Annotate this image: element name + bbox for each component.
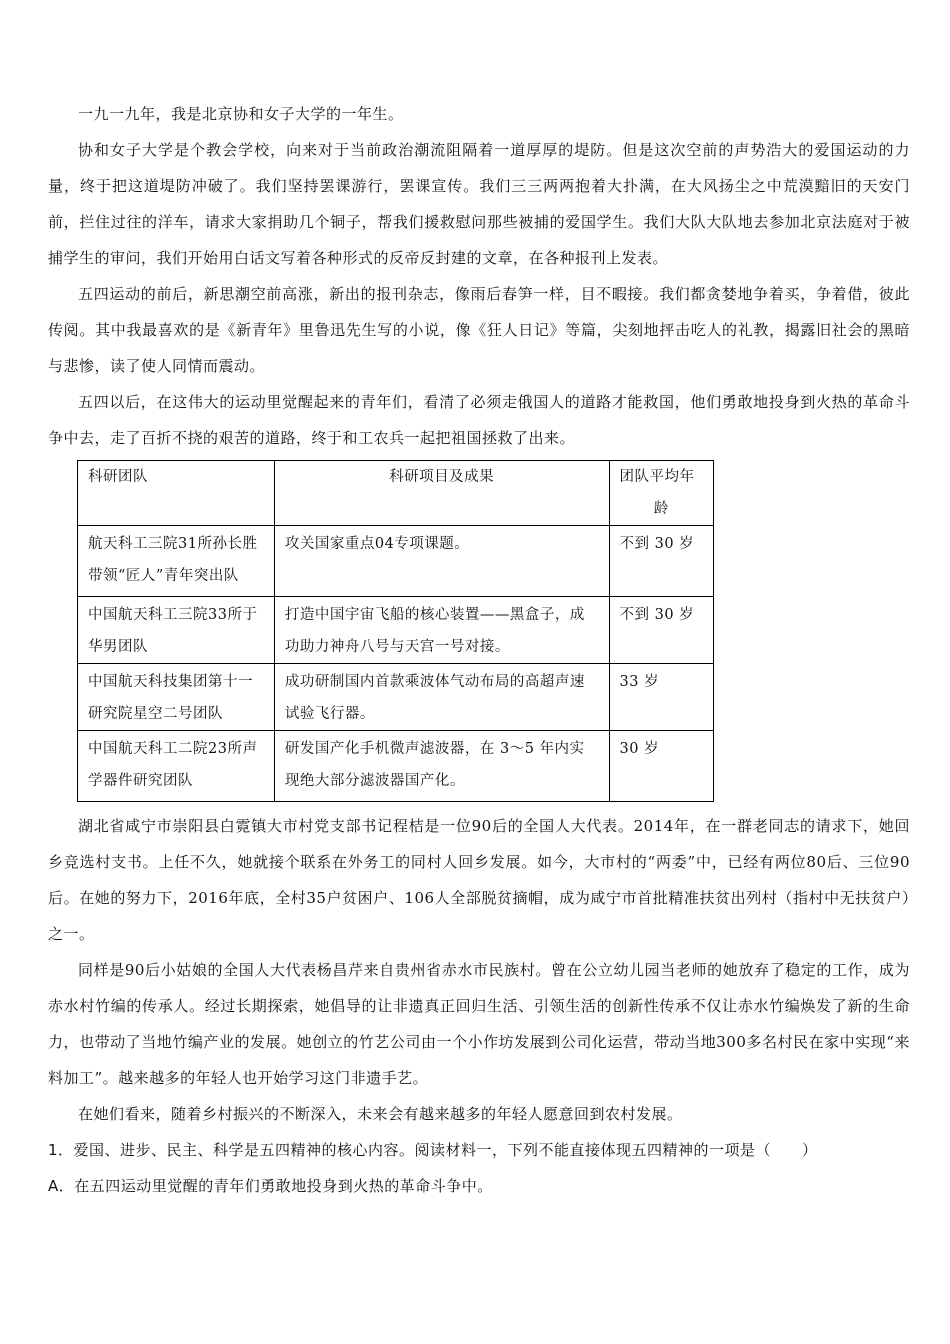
- header-age-line1: 团队平均年: [619, 469, 695, 485]
- cell-team: 中国航天科工三院33所于华男团队: [78, 597, 275, 664]
- cell-project: 攻关国家重点04专项课题。: [274, 526, 609, 597]
- cell-project: 成功研制国内首款乘波体气动布局的高超声速试验飞行器。: [274, 664, 609, 731]
- material1-paragraph-3: 五四运动的前后，新思潮空前高涨，新出的报刊杂志，像雨后春笋一样，目不暇接。我们都贪婪地争着买，争着借，彼此传阅。其中我最喜欢的是《新青年》里鲁迅先生写的小说，像《狂人日记》等篇，尖刻地抨击吃人的礼教，揭露旧社会的黑暗与悲惨，读了使人同情而震动。: [48, 285, 910, 375]
- material3-paragraph-1: 湖北省咸宁市崇阳县白霓镇大市村党支部书记程桔是一位90后的全国人大代表。2014年，在一群老同志的请求下，她回乡竞选村支书。上任不久，她就接个联系在外务工的同村人回乡发展。如今，大市村的“两委”中，已经有两位80后、三位90后。在她的努力下，2016年底，全村35户贫困户、106人全部脱贫摘帽，成为咸宁市首批精准扶贫出列村（指村中无扶贫户）之一。: [48, 817, 910, 943]
- material1-paragraph-1: 一九一九年，我是北京协和女子大学的一年生。: [78, 105, 404, 123]
- material3-section: [48, 808, 910, 1132]
- table-row: [78, 664, 714, 731]
- header-project: 科研项目及成果: [274, 461, 609, 526]
- table-row: [78, 597, 714, 664]
- header-age-line2: 龄: [653, 501, 669, 517]
- cell-age: 不到 30 岁: [609, 526, 713, 597]
- table-row: [78, 526, 714, 597]
- cell-team: 航天科工三院31所孙长胜带领“匠人”青年突出队: [78, 526, 275, 597]
- cell-project: 研发国产化手机微声滤波器，在 3～5 年内实现绝大部分滤波器国产化。: [274, 731, 609, 802]
- question-option-a: A．在五四运动里觉醒的青年们勇敢地投身到火热的革命斗争中。: [48, 1177, 493, 1195]
- research-team-table: [77, 460, 714, 802]
- table-header-row: [78, 461, 714, 526]
- cell-age: 不到 30 岁: [609, 597, 713, 664]
- material3-paragraph-2: 同样是90后小姑娘的全国人大代表杨昌芹来自贵州省赤水市民族村。曾在公立幼儿园当老师的她放弃了稳定的工作，成为赤水村竹编的传承人。经过长期探索，她倡导的让非遗真正回归生活、引领生活的创新性传承不仅让赤水竹编焕发了新的生命力，也带动了当地竹编产业的发展。她创立的竹艺公司由一个小作坊发展到公司化运营，带动当地300多名村民在家中实现“来料加工”。越来越多的年轻人也开始学习这门非遗手艺。: [48, 961, 910, 1087]
- header-team: 科研团队: [78, 461, 275, 526]
- header-age: [609, 461, 713, 526]
- cell-project: 打造中国宇宙飞船的核心装置——黑盒子，成功助力神舟八号与天宫一号对接。: [274, 597, 609, 664]
- material1-paragraph-4: 五四以后，在这伟大的运动里觉醒起来的青年们，看清了必须走俄国人的道路才能救国，他们勇敢地投身到火热的革命斗争中去，走了百折不挠的艰苦的道路，终于和工农兵一起把祖国拯救了出来。: [48, 393, 910, 447]
- question-stem: 1．爱国、进步、民主、科学是五四精神的核心内容。阅读材料一，下列不能直接体现五四精神的一项是（ ）: [48, 1141, 818, 1159]
- material1-paragraph-2: 协和女子大学是个教会学校，向来对于当前政治潮流阻隔着一道厚厚的堤防。但是这次空前的声势浩大的爱国运动的力量，终于把这道堤防冲破了。我们坚持罢课游行，罢课宣传。我们三三两两抱着大扑满，在大风扬尘之中荒漠黯旧的天安门前，拦住过往的洋车，请求大家捐助几个铜子，帮我们援救慰问那些被捕的爱国学生。我们大队大队地去参加北京法庭对于被捕学生的审问，我们开始用白话文写着各种形式的反帝反封建的文章，在各种报刊上发表。: [48, 141, 910, 267]
- table-row: [78, 731, 714, 802]
- document-page: [48, 96, 910, 1204]
- cell-age: 30 岁: [609, 731, 713, 802]
- cell-team: 中国航天科技集团第十一研究院星空二号团队: [78, 664, 275, 731]
- material3-paragraph-3: 在她们看来，随着乡村振兴的不断深入，未来会有越来越多的年轻人愿意回到农村发展。: [78, 1105, 683, 1123]
- cell-age: 33 岁: [609, 664, 713, 731]
- cell-team: 中国航天科工二院23所声学器件研究团队: [78, 731, 275, 802]
